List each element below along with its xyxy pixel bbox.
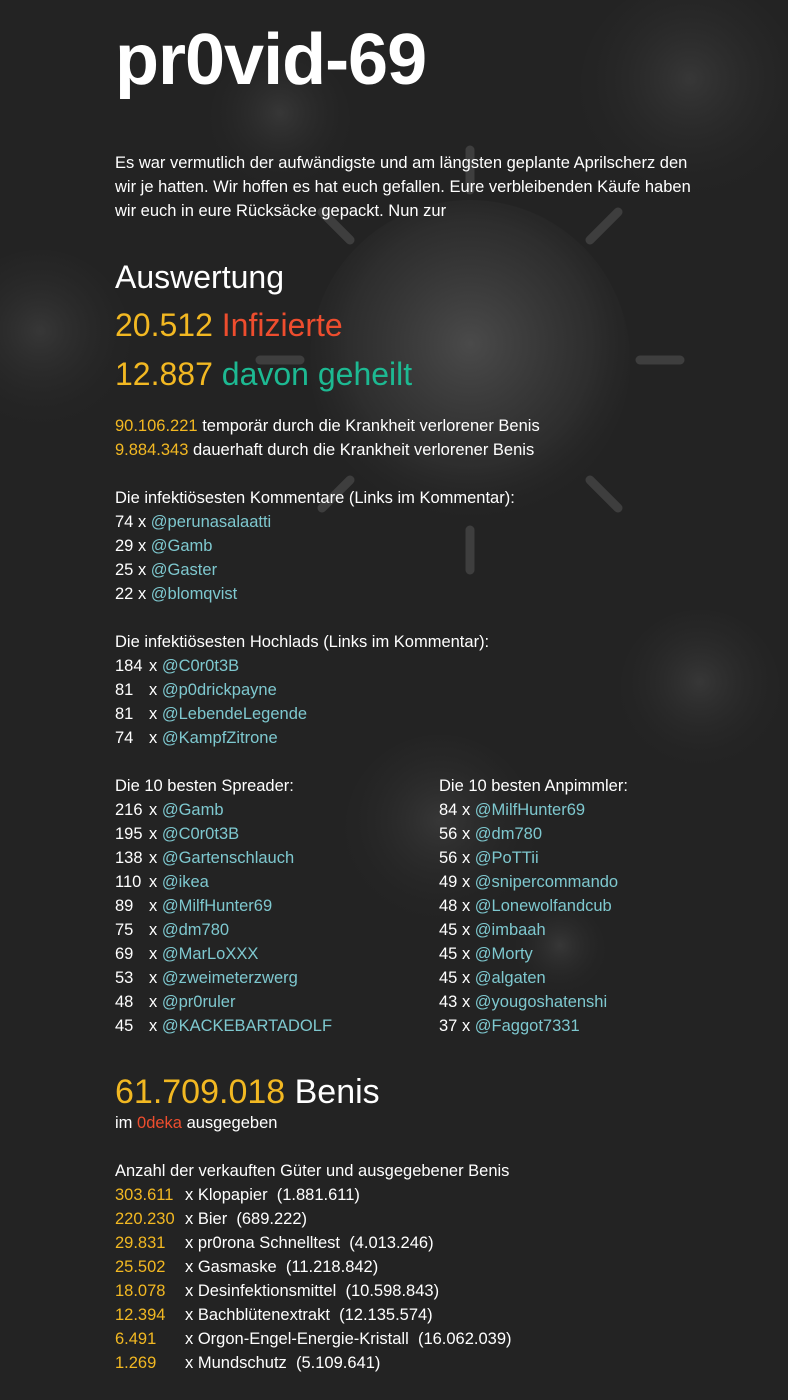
times-sign: x bbox=[149, 993, 158, 1011]
times-sign: x bbox=[461, 945, 471, 963]
user-link[interactable]: @Gamb bbox=[150, 537, 213, 555]
user-link[interactable]: @Gartenschlauch bbox=[161, 849, 295, 867]
times-sign: x bbox=[185, 1330, 194, 1348]
times-sign: x bbox=[461, 897, 471, 915]
virus-shape-5 bbox=[620, 610, 780, 770]
times-sign: x bbox=[149, 849, 158, 867]
times-sign: x bbox=[149, 705, 158, 723]
healed-number: 12.887 bbox=[115, 356, 213, 392]
count: 45 bbox=[115, 1017, 134, 1035]
list-item bbox=[115, 510, 515, 534]
list-item bbox=[115, 822, 332, 846]
user-link[interactable]: @Morty bbox=[474, 945, 533, 963]
goods-row bbox=[115, 1303, 512, 1327]
list-item bbox=[439, 942, 628, 966]
count: 81 bbox=[115, 705, 134, 723]
benis-temp-number: 90.106.221 bbox=[115, 417, 198, 435]
user-link[interactable]: @LebendeLegende bbox=[161, 705, 308, 723]
times-sign: x bbox=[149, 873, 158, 891]
benis-temp-row bbox=[115, 414, 540, 438]
list-item bbox=[115, 966, 332, 990]
goods-benis: (11.218.842) bbox=[285, 1258, 379, 1276]
list-item bbox=[115, 726, 489, 750]
times-sign: x bbox=[185, 1258, 194, 1276]
user-link[interactable]: @PoTTii bbox=[474, 849, 539, 867]
goods-quantity: 29.831 bbox=[115, 1234, 166, 1252]
times-sign: x bbox=[185, 1354, 194, 1372]
list-item bbox=[115, 798, 332, 822]
times-sign: x bbox=[185, 1282, 194, 1300]
benis-temp-label: temporär durch die Krankheit verlorener Benis bbox=[202, 417, 540, 435]
spent-total bbox=[115, 1072, 380, 1112]
count: 45 bbox=[439, 945, 458, 963]
goods-name: Bier bbox=[197, 1210, 228, 1228]
goods-name: Orgon-Engel-Energie-Kristall bbox=[197, 1330, 409, 1348]
times-sign: x bbox=[149, 729, 158, 747]
goods-block bbox=[115, 1159, 512, 1375]
infected-stat bbox=[115, 305, 343, 345]
times-sign: x bbox=[137, 561, 147, 579]
benis-perm-number: 9.884.343 bbox=[115, 441, 189, 459]
user-link[interactable]: @MilfHunter69 bbox=[161, 897, 273, 915]
goods-quantity: 12.394 bbox=[115, 1306, 166, 1324]
times-sign: x bbox=[149, 681, 158, 699]
count: 43 bbox=[439, 993, 458, 1011]
list-item bbox=[439, 822, 628, 846]
times-sign: x bbox=[461, 969, 471, 987]
goods-row bbox=[115, 1207, 512, 1231]
anpimmler-block bbox=[439, 774, 628, 1038]
evaluation-heading: Auswertung bbox=[115, 259, 284, 295]
times-sign: x bbox=[149, 657, 158, 675]
goods-name: Bachblütenextrakt bbox=[197, 1306, 330, 1324]
count: 53 bbox=[115, 969, 134, 987]
goods-name: Gasmaske bbox=[197, 1258, 277, 1276]
goods-benis: (1.881.611) bbox=[276, 1186, 360, 1204]
user-link[interactable]: @p0drickpayne bbox=[161, 681, 277, 699]
infected-label: Infizierte bbox=[221, 307, 343, 343]
goods-name: Desinfektionsmittel bbox=[197, 1282, 337, 1300]
times-sign: x bbox=[461, 849, 471, 867]
user-link[interactable]: @Gaster bbox=[150, 561, 218, 579]
count: 84 bbox=[439, 801, 458, 819]
list-item bbox=[439, 798, 628, 822]
healed-label: davon geheilt bbox=[221, 356, 413, 392]
spent-number: 61.709.018 bbox=[115, 1073, 286, 1111]
infected-number: 20.512 bbox=[115, 307, 213, 343]
list-item bbox=[439, 1014, 628, 1038]
shop-name: 0deka bbox=[137, 1114, 182, 1132]
goods-row bbox=[115, 1255, 512, 1279]
count: 216 bbox=[115, 801, 143, 819]
times-sign: x bbox=[149, 825, 158, 843]
count: 74 bbox=[115, 729, 134, 747]
count: 45 bbox=[439, 969, 458, 987]
list-item bbox=[115, 846, 332, 870]
spent-post: ausgegeben bbox=[186, 1114, 278, 1132]
goods-list bbox=[115, 1183, 512, 1375]
times-sign: x bbox=[137, 537, 147, 555]
user-link[interactable]: @MilfHunter69 bbox=[474, 801, 586, 819]
times-sign: x bbox=[461, 825, 471, 843]
anpimmler-list bbox=[439, 798, 628, 1038]
goods-quantity: 6.491 bbox=[115, 1330, 157, 1348]
list-item bbox=[115, 534, 515, 558]
goods-benis: (5.109.641) bbox=[295, 1354, 381, 1372]
uploads-title: Die infektiösesten Hochlads (Links im Kommentar): bbox=[115, 633, 490, 651]
uploads-list bbox=[115, 654, 489, 750]
list-item bbox=[115, 942, 332, 966]
user-link[interactable]: @C0r0t3B bbox=[161, 657, 240, 675]
spent-unit: Benis bbox=[294, 1073, 380, 1111]
user-link[interactable]: @Gamb bbox=[161, 801, 224, 819]
list-item bbox=[115, 1014, 332, 1038]
user-link[interactable]: @MarLoXXX bbox=[161, 945, 259, 963]
list-item bbox=[439, 918, 628, 942]
goods-name: pr0rona Schnelltest bbox=[197, 1234, 341, 1252]
goods-row bbox=[115, 1231, 512, 1255]
goods-name: Klopapier bbox=[197, 1186, 268, 1204]
spreaders-block bbox=[115, 774, 332, 1038]
goods-quantity: 25.502 bbox=[115, 1258, 166, 1276]
user-link[interactable]: @snipercommando bbox=[474, 873, 619, 891]
goods-benis: (16.062.039) bbox=[417, 1330, 512, 1348]
times-sign: x bbox=[149, 945, 158, 963]
times-sign: x bbox=[461, 1017, 471, 1035]
anpimmler-title: Die 10 besten Anpimmler: bbox=[439, 777, 628, 795]
count: 138 bbox=[115, 849, 143, 867]
benis-perm-label: dauerhaft durch die Krankheit verlorener Benis bbox=[193, 441, 535, 459]
list-item bbox=[115, 654, 489, 678]
goods-benis: (689.222) bbox=[236, 1210, 307, 1228]
count: 48 bbox=[115, 993, 134, 1011]
count: 45 bbox=[439, 921, 458, 939]
comments-title: Die infektiösesten Kommentare (Links im Kommentar): bbox=[115, 489, 515, 507]
intro-text: Es war vermutlich der aufwändigste und am längsten geplante Aprilscherz den wir je hatten. Wir hoffen es hat euch gefallen. Eure verbleibenden Käufe haben wir euch in eure Rücksäcke gepackt. Nun zur bbox=[115, 154, 691, 220]
list-item bbox=[115, 678, 489, 702]
comments-block bbox=[115, 486, 515, 606]
goods-quantity: 18.078 bbox=[115, 1282, 166, 1300]
list-item bbox=[439, 990, 628, 1014]
goods-quantity: 220.230 bbox=[115, 1210, 175, 1228]
count: 56 bbox=[439, 825, 458, 843]
comments-list bbox=[115, 510, 515, 606]
spreaders-list bbox=[115, 798, 332, 1038]
goods-name: Mundschutz bbox=[197, 1354, 287, 1372]
count: 74 bbox=[115, 513, 134, 531]
goods-row bbox=[115, 1183, 512, 1207]
goods-benis: (4.013.246) bbox=[349, 1234, 434, 1252]
goods-title: Anzahl der verkauften Güter und ausgegebener Benis bbox=[115, 1162, 510, 1180]
times-sign: x bbox=[137, 585, 147, 603]
spent-pre: im bbox=[115, 1114, 133, 1132]
benis-perm-row bbox=[115, 438, 540, 462]
list-item bbox=[115, 918, 332, 942]
count: 48 bbox=[439, 897, 458, 915]
list-item bbox=[115, 558, 515, 582]
count: 69 bbox=[115, 945, 134, 963]
healed-stat bbox=[115, 354, 412, 394]
list-item bbox=[115, 894, 332, 918]
times-sign: x bbox=[149, 969, 158, 987]
count: 29 bbox=[115, 537, 134, 555]
times-sign: x bbox=[461, 873, 471, 891]
goods-quantity: 1.269 bbox=[115, 1354, 157, 1372]
goods-row bbox=[115, 1279, 512, 1303]
times-sign: x bbox=[185, 1234, 194, 1252]
list-item bbox=[439, 870, 628, 894]
times-sign: x bbox=[137, 513, 147, 531]
user-link[interactable]: @Faggot7331 bbox=[474, 1017, 580, 1035]
goods-quantity: 303.611 bbox=[115, 1186, 174, 1204]
count: 110 bbox=[115, 873, 142, 891]
count: 81 bbox=[115, 681, 134, 699]
times-sign: x bbox=[185, 1210, 194, 1228]
list-item bbox=[115, 702, 489, 726]
list-item bbox=[115, 990, 332, 1014]
user-link[interactable]: @ikea bbox=[161, 873, 209, 891]
times-sign: x bbox=[461, 801, 471, 819]
times-sign: x bbox=[461, 993, 471, 1011]
count: 37 bbox=[439, 1017, 458, 1035]
count: 195 bbox=[115, 825, 143, 843]
list-item bbox=[439, 966, 628, 990]
count: 25 bbox=[115, 561, 134, 579]
user-link[interactable]: @KampfZitrone bbox=[161, 729, 278, 747]
benis-loss-block bbox=[115, 414, 540, 462]
user-link[interactable]: @zweimeterzwerg bbox=[161, 969, 298, 987]
times-sign: x bbox=[149, 801, 158, 819]
goods-benis: (12.135.574) bbox=[339, 1306, 433, 1324]
count: 22 bbox=[115, 585, 134, 603]
list-item bbox=[439, 894, 628, 918]
times-sign: x bbox=[149, 897, 158, 915]
goods-benis: (10.598.843) bbox=[345, 1282, 440, 1300]
user-link[interactable]: @pr0ruler bbox=[161, 993, 236, 1011]
user-link[interactable]: @C0r0t3B bbox=[161, 825, 240, 843]
spreaders-title: Die 10 besten Spreader: bbox=[115, 777, 294, 795]
times-sign: x bbox=[461, 921, 471, 939]
user-link[interactable]: @algaten bbox=[474, 969, 546, 987]
count: 49 bbox=[439, 873, 458, 891]
times-sign: x bbox=[149, 921, 158, 939]
user-link[interactable]: @blomqvist bbox=[150, 585, 238, 603]
user-link[interactable]: @imbaah bbox=[474, 921, 546, 939]
user-link[interactable]: @KACKEBARTADOLF bbox=[161, 1017, 333, 1035]
times-sign: x bbox=[185, 1306, 194, 1324]
user-link[interactable]: @Lonewolfandcub bbox=[474, 897, 612, 915]
count: 184 bbox=[115, 657, 143, 675]
count: 75 bbox=[115, 921, 134, 939]
list-item bbox=[115, 870, 332, 894]
page-title: pr0vid-69 bbox=[115, 20, 427, 100]
virus-shape-2 bbox=[0, 250, 130, 430]
list-item bbox=[115, 582, 515, 606]
count: 89 bbox=[115, 897, 134, 915]
user-link[interactable]: @dm780 bbox=[161, 921, 230, 939]
count: 56 bbox=[439, 849, 458, 867]
user-link[interactable]: @perunasalaatti bbox=[150, 513, 272, 531]
times-sign: x bbox=[149, 1017, 158, 1035]
times-sign: x bbox=[185, 1186, 194, 1204]
user-link[interactable]: @dm780 bbox=[474, 825, 542, 843]
user-link[interactable]: @yougoshatenshi bbox=[474, 993, 608, 1011]
goods-row bbox=[115, 1327, 512, 1351]
uploads-block bbox=[115, 630, 489, 750]
list-item bbox=[439, 846, 628, 870]
spent-subline bbox=[115, 1111, 277, 1135]
goods-row bbox=[115, 1351, 512, 1375]
